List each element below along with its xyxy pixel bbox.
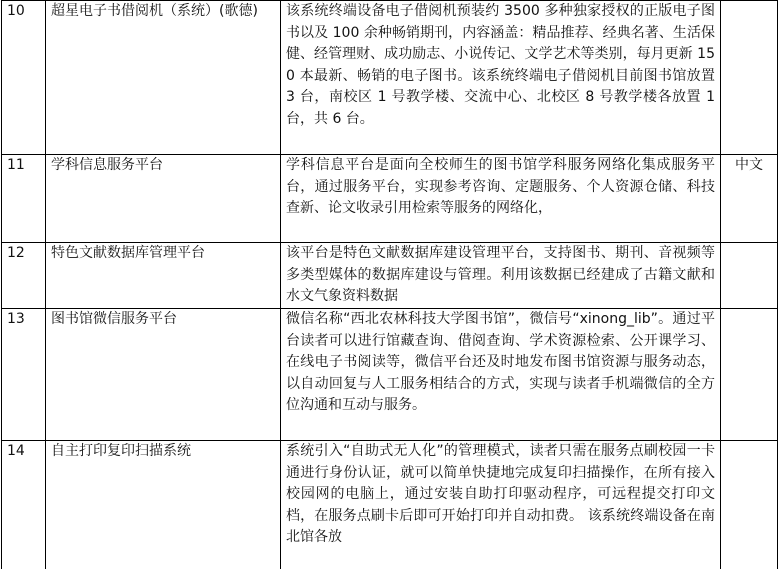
table-row xyxy=(2,243,778,309)
language-cell xyxy=(721,441,778,569)
language-cell: 中文 xyxy=(721,155,778,243)
table-row xyxy=(2,309,778,441)
row-number: 12 xyxy=(2,243,46,309)
system-name: 超星电子书借阅机（系统）(歌德) xyxy=(46,1,281,155)
system-description: 该平台是特色文献数据库建设管理平台，支持图书、期刊、音视频等多类型媒体的数据库建设与管理。利用该数据已经建成了古籍文献和水文气象资料数据 xyxy=(281,243,721,309)
row-number: 14 xyxy=(2,441,46,569)
table-row xyxy=(2,155,778,243)
system-name: 自主打印复印扫描系统 xyxy=(46,441,281,569)
system-name: 图书馆微信服务平台 xyxy=(46,309,281,441)
system-description: 该系统终端设备电子借阅机预装约 3500 多种独家授权的正版电子图书以及 100 余种畅销期刊，内容涵盖：精品推荐、经典名著、生活保健、经管理财、成功励志、小说传记、文学艺术等类别，每月更新 150 本最新、畅销的电子图书。该系统终端电子借阅机目前图书馆放置 3 台，南校区 1 号教学楼、交流中心、北校区 8 号教学楼各放置 1 台，共 6 台。 xyxy=(281,1,721,155)
row-number: 13 xyxy=(2,309,46,441)
table-row xyxy=(2,1,778,155)
system-description: 学科信息平台是面向全校师生的图书馆学科服务网络化集成服务平台，通过服务平台，实现参考咨询、定题服务、个人资源仓储、科技查新、论文收录引用检索等服务的网络化， xyxy=(281,155,721,243)
row-number: 11 xyxy=(2,155,46,243)
database-table xyxy=(1,0,778,569)
system-name: 特色文献数据库管理平台 xyxy=(46,243,281,309)
row-number: 10 xyxy=(2,1,46,155)
system-description: 微信名称“西北农林科技大学图书馆”，微信号“xinong_lib”。通过平台读者可以进行馆藏查询、借阅查询、学术资源检索、公开课学习、在线电子书阅读等，微信平台还及时地发布图书馆资源与服务动态，以自动回复与人工服务相结合的方式，实现与读者手机端微信的全方位沟通和互动与服务。 xyxy=(281,309,721,441)
system-name: 学科信息服务平台 xyxy=(46,155,281,243)
system-description: 系统引入“自助式无人化”的管理模式，读者只需在服务点刷校园一卡通进行身份认证，就可以简单快捷地完成复印扫描操作，在所有接入校园网的电脑上，通过安装自助打印驱动程序，可远程提交打印文档，在服务点刷卡后即可开始打印并自动扣费。 该系统终端设备在南北馆各放 xyxy=(281,441,721,569)
language-cell xyxy=(721,243,778,309)
language-cell xyxy=(721,1,778,155)
table-row xyxy=(2,441,778,569)
language-cell xyxy=(721,309,778,441)
